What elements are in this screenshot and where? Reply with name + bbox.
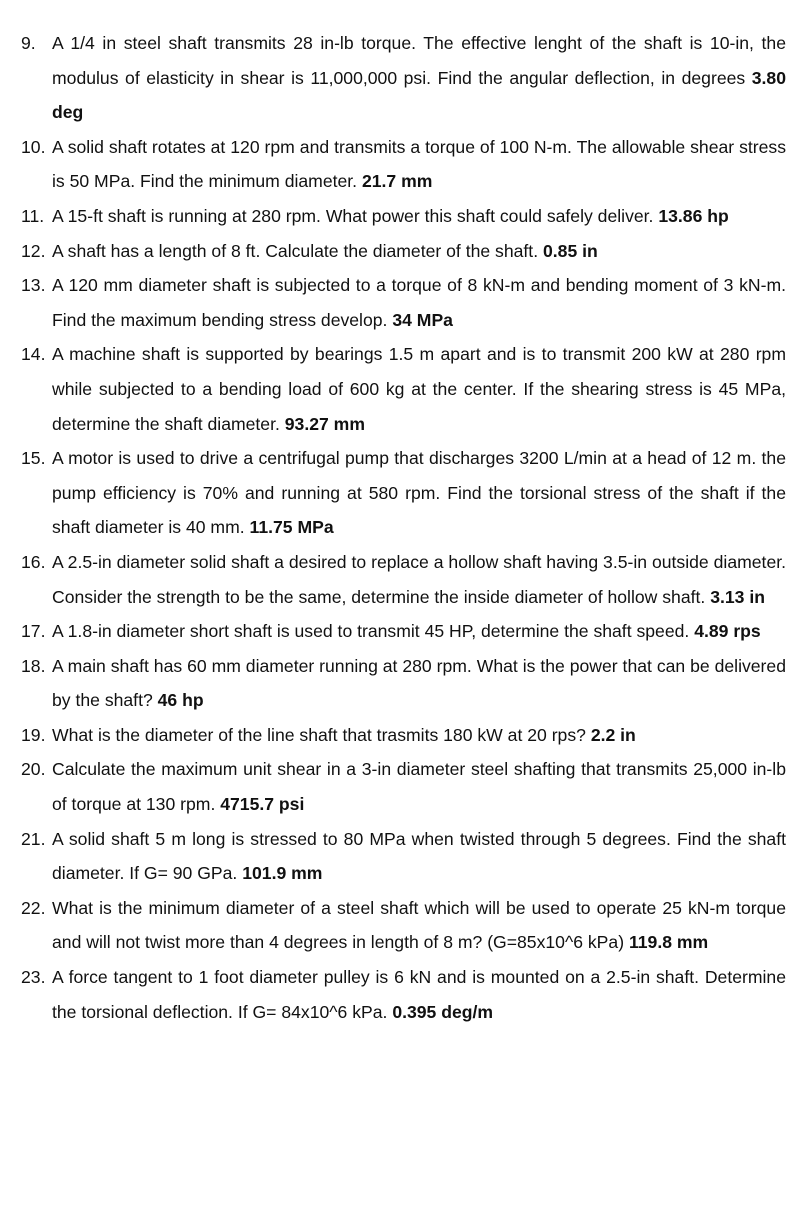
problem-12 bbox=[21, 234, 786, 269]
problem-13 bbox=[21, 268, 786, 337]
problem-question: A force tangent to 1 foot diameter pulley is 6 kN and is mounted on a 2.5-in shaft. Determine the torsional deflection. If G= 84x10^6 kPa. bbox=[52, 967, 786, 1022]
problem-18 bbox=[21, 649, 786, 718]
problem-number: 16. bbox=[21, 551, 46, 572]
problem-question: A solid shaft 5 m long is stressed to 80 MPa when twisted through 5 degrees. Find the shaft diameter. If G= 90 GPa. bbox=[52, 828, 786, 884]
problem-answer: 0.85 in bbox=[542, 240, 598, 261]
problem-number: 13. bbox=[21, 275, 46, 296]
problem-question: A 1.8-in diameter short shaft is used to transmit 45 HP, determine the shaft speed. bbox=[52, 621, 690, 642]
problem-16 bbox=[21, 545, 786, 614]
problem-answer: 3.80 deg bbox=[52, 67, 786, 123]
problem-number: 12. bbox=[21, 240, 46, 261]
problem-17 bbox=[21, 614, 786, 649]
problem-number: 14. bbox=[21, 344, 46, 365]
problem-answer: 21.7 mm bbox=[361, 171, 433, 192]
problem-answer: 46 hp bbox=[157, 690, 204, 711]
problem-number: 9. bbox=[21, 33, 36, 53]
problem-answer: 119.8 mm bbox=[628, 932, 709, 953]
problem-question: A motor is used to drive a centrifugal pump that discharges 3200 L/min at a head of 12 m. the pump efficiency is 70% and running at 580 rpm. Find the torsional stress of the shaft if the shaft diameter is 40 mm. bbox=[52, 448, 786, 538]
problem-answer: 3.13 in bbox=[710, 586, 765, 607]
problem-answer: 34 MPa bbox=[392, 309, 453, 330]
problem-number: 19. bbox=[21, 724, 46, 745]
problem-15 bbox=[21, 441, 786, 545]
problem-number: 15. bbox=[21, 448, 46, 469]
problem-answer: 2.2 in bbox=[590, 724, 636, 745]
problem-20 bbox=[21, 752, 786, 821]
problem-question: A machine shaft is supported by bearings 1.5 m apart and is to transmit 200 kW at 280 rpm while subjected to a bending load of 600 kg at the center. If the shearing stress is 45 MPa, determine the shaft diameter. bbox=[52, 344, 786, 434]
problem-answer: 101.9 mm bbox=[242, 863, 323, 884]
problem-9 bbox=[21, 26, 786, 130]
problem-number: 22. bbox=[21, 897, 46, 918]
problem-answer: 4715.7 psi bbox=[220, 794, 305, 815]
problem-21 bbox=[21, 822, 786, 891]
problem-11 bbox=[21, 199, 786, 234]
problem-question: A 120 mm diameter shaft is subjected to a torque of 8 kN-m and bending moment of 3 kN-m. Find the maximum bending stress develop. bbox=[52, 275, 786, 330]
problem-answer: 93.27 mm bbox=[284, 413, 365, 434]
problem-number: 17. bbox=[21, 621, 46, 642]
problem-number: 10. bbox=[21, 136, 46, 157]
problem-answer: 0.395 deg/m bbox=[392, 1001, 494, 1022]
problem-answer: 11.75 MPa bbox=[249, 517, 334, 538]
problem-question: A main shaft has 60 mm diameter running at 280 rpm. What is the power that can be delivered by the shaft? bbox=[52, 655, 786, 711]
problem-14 bbox=[21, 337, 786, 441]
problem-number: 11. bbox=[21, 205, 45, 226]
problem-22 bbox=[21, 891, 786, 960]
problem-question: A 15-ft shaft is running at 280 rpm. What power this shaft could safely deliver. bbox=[52, 205, 654, 226]
problem-10 bbox=[21, 130, 786, 199]
problem-list bbox=[21, 26, 786, 1029]
problem-question: A 2.5-in diameter solid shaft a desired to replace a hollow shaft having 3.5-in outside diameter. Consider the strength to be the same, determine the inside diameter of hollow shaft. bbox=[52, 551, 786, 607]
problem-question: A solid shaft rotates at 120 rpm and transmits a torque of 100 N-m. The allowable shear stress is 50 MPa. Find the minimum diameter. bbox=[52, 136, 786, 192]
problem-23 bbox=[21, 960, 786, 1029]
problem-number: 18. bbox=[21, 655, 46, 676]
problem-question: A shaft has a length of 8 ft. Calculate the diameter of the shaft. bbox=[52, 240, 539, 261]
problem-number: 23. bbox=[21, 967, 46, 988]
problem-question: A 1/4 in steel shaft transmits 28 in-lb torque. The effective lenght of the shaft is 10-in, the modulus of elasticity in shear is 11,000,000 psi. Find the angular deflection, in degrees bbox=[52, 33, 786, 88]
problem-question: What is the diameter of the line shaft that trasmits 180 kW at 20 rps? bbox=[52, 724, 586, 745]
problem-answer: 13.86 hp bbox=[658, 205, 729, 226]
problem-19 bbox=[21, 718, 786, 753]
problem-question: What is the minimum diameter of a steel shaft which will be used to operate 25 kN-m torque and will not twist more than 4 degrees in length of 8 m? (G=85x10^6 kPa) bbox=[52, 897, 786, 953]
problem-question: Calculate the maximum unit shear in a 3-in diameter steel shafting that transmits 25,000 in-lb of torque at 130 rpm. bbox=[52, 759, 786, 815]
problem-number: 21. bbox=[21, 828, 46, 849]
problem-number: 20. bbox=[21, 759, 46, 780]
problem-answer: 4.89 rps bbox=[694, 621, 761, 642]
